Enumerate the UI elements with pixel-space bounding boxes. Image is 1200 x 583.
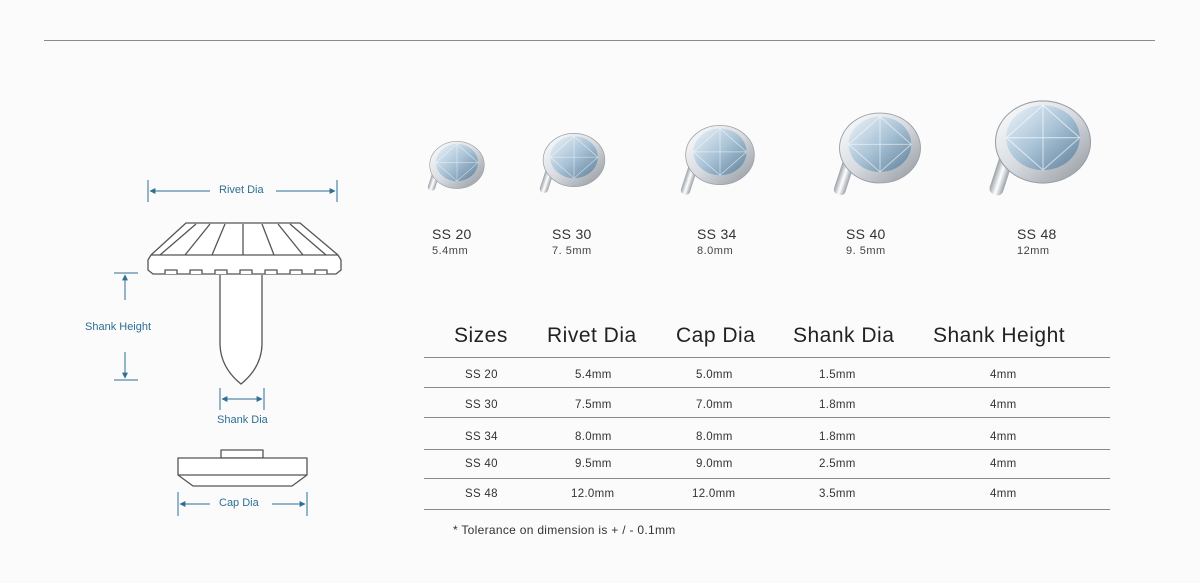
table-cell: 9.0mm — [696, 458, 733, 470]
table-cell: 1.8mm — [819, 431, 856, 443]
shank-dia-label: Shank Dia — [217, 414, 268, 426]
rivet-image-ss48 — [988, 101, 1090, 197]
table-cell: 8.0mm — [696, 431, 733, 443]
table-cell: 2.5mm — [819, 458, 856, 470]
product-name: SS 48 — [1017, 226, 1057, 242]
table-cell: 4mm — [990, 488, 1017, 500]
table-rule — [424, 357, 1110, 358]
table-rule — [424, 478, 1110, 479]
product-name: SS 20 — [432, 226, 472, 242]
product-size: 5.4mm — [432, 245, 469, 257]
rivet-image-ss20 — [427, 141, 484, 191]
table-cell: 4mm — [990, 431, 1017, 443]
table-cell: 7.5mm — [575, 399, 612, 411]
header-shank-height: Shank Height — [933, 324, 1066, 347]
table-cell: 4mm — [990, 458, 1017, 470]
table-rule — [424, 509, 1110, 510]
product-size: 12mm — [1017, 245, 1050, 257]
rivet-dia-label: Rivet Dia — [219, 184, 264, 196]
table-cell: 3.5mm — [819, 488, 856, 500]
table-cell: 1.5mm — [819, 369, 856, 381]
table-cell: SS 40 — [465, 458, 498, 470]
tolerance-note: * Tolerance on dimension is + / - 0.1mm — [453, 523, 676, 537]
rivet-image-ss34 — [680, 125, 754, 195]
table-cell: SS 30 — [465, 399, 498, 411]
rivet-image-ss30 — [539, 133, 605, 193]
table-cell: 8.0mm — [575, 431, 612, 443]
table-cell: SS 34 — [465, 431, 498, 443]
table-cell: 4mm — [990, 399, 1017, 411]
header-rivet-dia: Rivet Dia — [547, 324, 637, 347]
table-cell: SS 48 — [465, 488, 498, 500]
table-cell: 7.0mm — [696, 399, 733, 411]
cap-dia-label: Cap Dia — [219, 497, 259, 509]
shank-height-label: Shank Height — [85, 321, 152, 333]
table-cell: 12.0mm — [692, 488, 736, 500]
table-rule — [424, 387, 1110, 388]
header-cap-dia: Cap Dia — [676, 324, 756, 347]
product-name: SS 40 — [846, 226, 886, 242]
rivet-image-ss40 — [833, 113, 921, 196]
cap-shape — [178, 450, 307, 486]
product-size: 7. 5mm — [552, 245, 592, 257]
table-cell: 1.8mm — [819, 399, 856, 411]
shank-dia-dimension — [220, 388, 264, 410]
table-cell: 9.5mm — [575, 458, 612, 470]
table-cell: SS 20 — [465, 369, 498, 381]
header-sizes: Sizes — [454, 324, 508, 347]
table-cell: 5.0mm — [696, 369, 733, 381]
product-size: 9. 5mm — [846, 245, 886, 257]
product-size: 8.0mm — [697, 245, 734, 257]
table-cell: 4mm — [990, 369, 1017, 381]
product-name: SS 34 — [697, 226, 737, 242]
table-rule — [424, 449, 1110, 450]
table-cell: 5.4mm — [575, 369, 612, 381]
table-rule — [424, 417, 1110, 418]
product-name: SS 30 — [552, 226, 592, 242]
header-shank-dia: Shank Dia — [793, 324, 895, 347]
table-cell: 12.0mm — [571, 488, 615, 500]
